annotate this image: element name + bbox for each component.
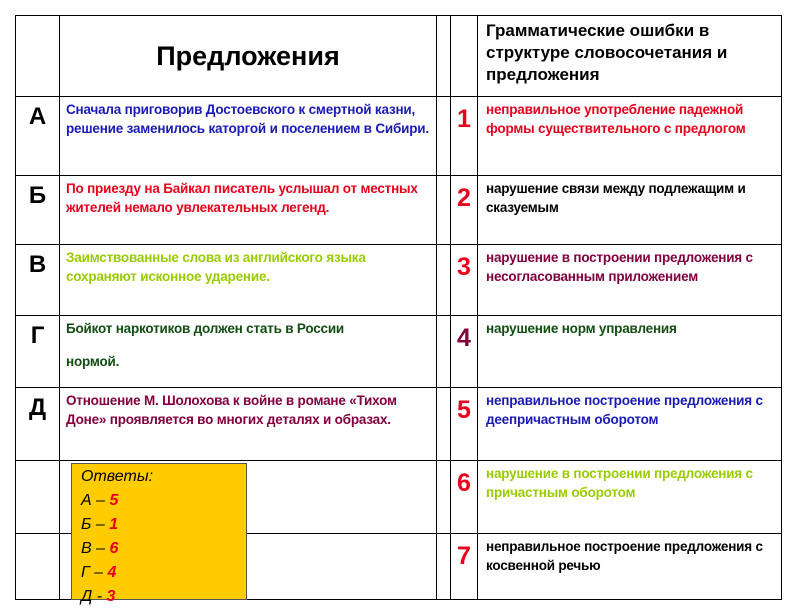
row-letter: Д: [16, 388, 60, 461]
row-letter: Б: [16, 176, 60, 245]
answer-item: [81, 561, 246, 585]
spacer-cell: [437, 16, 451, 97]
error-cell: нарушение в построении предложения с причастным оборотом: [478, 461, 782, 534]
table-row: [16, 245, 782, 316]
row-letter: Г: [16, 316, 60, 388]
errors-header: Грамматические ошибки в структуре словосочетания и предложения: [478, 16, 782, 97]
answer-label: А –: [81, 492, 110, 509]
sentence-cell: Отношение М. Шолохова к войне в романе «Тихом Доне» проявляется во многих деталях и образах.: [60, 388, 437, 461]
row-number: 4: [451, 316, 478, 388]
sentence-line: нормой.: [66, 354, 120, 369]
answer-item: [81, 513, 246, 537]
sentence-cell: Заимствованные слова из английского языка сохраняют исконное ударение.: [60, 245, 437, 316]
answers-title: Ответы:: [81, 468, 154, 485]
error-cell: неправильное употребление падежной формы существительного с предлогом: [478, 97, 782, 176]
error-cell: нарушение в построении предложения с несогласованным приложением: [478, 245, 782, 316]
answer-value: 3: [106, 588, 116, 605]
answer-value: 6: [109, 540, 119, 557]
answer-item: [81, 585, 246, 609]
table-row: [16, 316, 782, 388]
answer-label: Г –: [81, 564, 108, 581]
header-empty-cell: [451, 16, 478, 97]
error-cell: неправильное построение предложения с косвенной речью: [478, 534, 782, 600]
answer-value: 1: [109, 516, 119, 533]
table-row: [16, 97, 782, 176]
row-letter: [16, 534, 60, 600]
row-letter: [16, 461, 60, 534]
answer-item: [81, 537, 246, 561]
error-cell: нарушение связи между подлежащим и сказуемым: [478, 176, 782, 245]
sentences-header: Предложения: [60, 16, 437, 97]
answer-label: Б –: [81, 516, 110, 533]
answer-label: В –: [81, 540, 110, 557]
row-letter: А: [16, 97, 60, 176]
answer-label: Д -: [81, 588, 107, 605]
spacer-cell: [437, 388, 451, 461]
spacer-cell: [437, 534, 451, 600]
spacer-cell: [437, 245, 451, 316]
row-number: 3: [451, 245, 478, 316]
sentence-line: Бойкот наркотиков должен стать в России: [66, 321, 345, 336]
answers-box: [71, 463, 247, 605]
table-row: [16, 388, 782, 461]
spacer-cell: [437, 316, 451, 388]
row-number: 1: [451, 97, 478, 176]
sentence-cell: [60, 316, 437, 388]
row-number: 7: [451, 534, 478, 600]
error-cell: неправильное построение предложения с деепричастным оборотом: [478, 388, 782, 461]
answer-value: 4: [107, 564, 117, 581]
error-cell: нарушение норм управления: [478, 316, 782, 388]
row-number: 2: [451, 176, 478, 245]
row-letter: В: [16, 245, 60, 316]
spacer-cell: [437, 461, 451, 534]
header-row: [16, 16, 782, 97]
answer-value: 5: [109, 492, 119, 509]
header-empty-cell: [16, 16, 60, 97]
row-number: 6: [451, 461, 478, 534]
row-number: 5: [451, 388, 478, 461]
sentence-cell: Сначала приговорив Достоевского к смертной казни, решение заменилось каторгой и поселением в Сибири.: [60, 97, 437, 176]
answer-item: [81, 489, 246, 513]
sentence-cell: По приезду на Байкал писатель услышал от местных жителей немало увлекательных легенд.: [60, 176, 437, 245]
table-row: [16, 176, 782, 245]
spacer-cell: [437, 176, 451, 245]
spacer-cell: [437, 97, 451, 176]
